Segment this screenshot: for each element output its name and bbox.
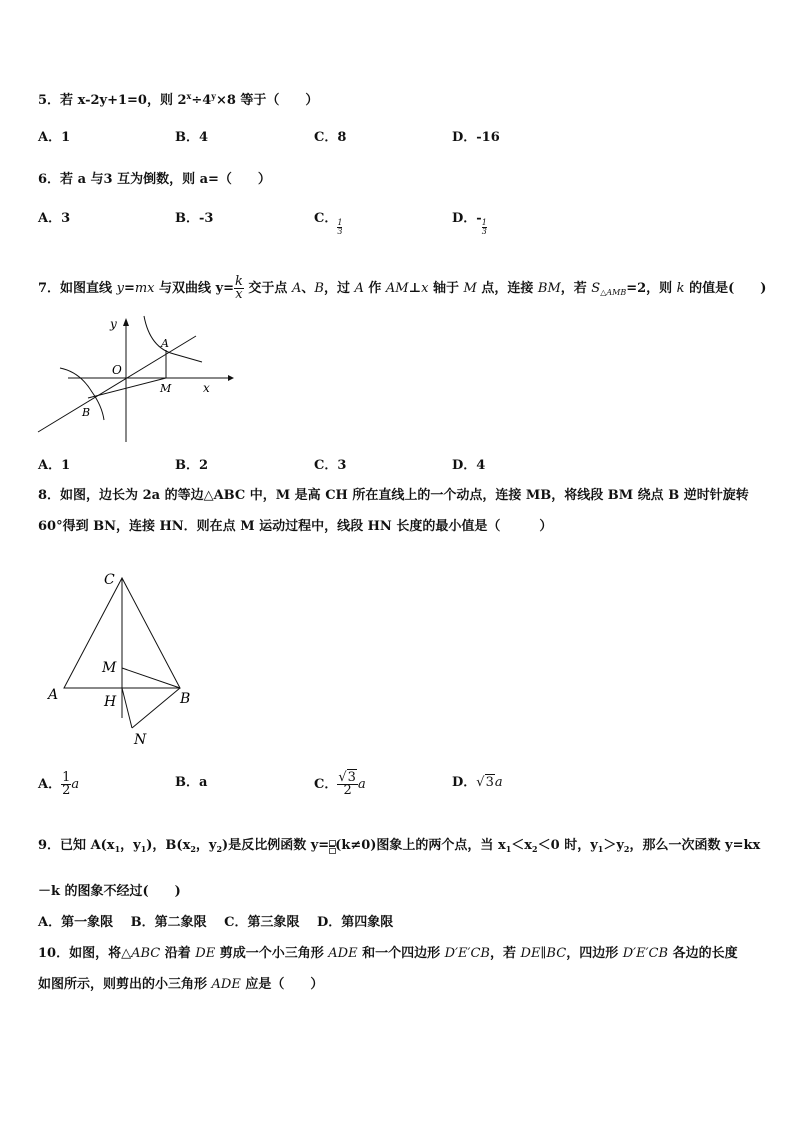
hyperbola-branch-1 xyxy=(144,316,202,362)
segment-hn xyxy=(122,688,132,728)
label-n: N xyxy=(134,732,147,748)
label-o: O xyxy=(112,363,122,377)
label-a: A xyxy=(48,687,59,703)
segment-bm xyxy=(88,378,166,398)
sqrt-3: √3 xyxy=(476,775,494,790)
question-9-stem-line-2: －k 的图象不经过( ) xyxy=(38,884,181,899)
q7-option-d[interactable]: D．4 xyxy=(452,458,486,473)
question-7-stem: 7．如图直线 y=mx 与双曲线 y= $\frac{k}{x}$ 交于点 A、B，过 A 作 AM⊥x 轴于 M 点，连接 BM，若 $S_{\triangle AMB}=2$，则 k 的值是( ) xyxy=(38,274,767,302)
question-10-stem-line-2: 如图所示，则剪出的小三角形 ADE 应是（ ） xyxy=(38,977,324,992)
q5-option-b[interactable]: B．4 xyxy=(175,130,209,145)
q6-option-d[interactable]: D．- $\frac{1}{3}$ xyxy=(452,211,487,236)
question-6-stem: 6．若 a 与3 互为倒数，则 a=（ ） xyxy=(38,172,271,187)
label-b: B xyxy=(82,406,91,419)
q7-option-a[interactable]: A．1 xyxy=(38,458,71,473)
label-m: M xyxy=(102,660,117,676)
q7-option-b[interactable]: B．2 xyxy=(175,458,209,473)
label-m: M xyxy=(160,382,172,395)
label-y: y xyxy=(110,317,117,331)
line-y-mx xyxy=(38,336,196,432)
question-10-stem-line-1: 10．如图，将△ABC 沿着 DE 剪成一个小三角形 ADE 和一个四边形 D′E′CB，若 DE∥BC，四边形 D′E′CB 各边的长度 xyxy=(38,946,738,961)
label-x: x xyxy=(203,381,210,395)
label-c: C xyxy=(104,572,115,588)
q8-option-b[interactable]: B．a xyxy=(175,775,208,790)
fraction-k-over-x: $\frac{k}{x}$ xyxy=(235,274,243,302)
q6-option-b[interactable]: B．-3 xyxy=(175,211,214,226)
label-h: H xyxy=(104,694,117,710)
q6-option-a[interactable]: A．3 xyxy=(38,211,71,226)
question-8-stem-line-1: 8．如图，边长为 2a 的等边△ABC 中，M 是高 CH 所在直线上的一个动点，连接 MB，将线段 BM 绕点 B 逆时针旋转 xyxy=(38,488,749,503)
question-5-stem: 5．若 x-2y+1=0，则 $2^x\div 4^y\times 8$ 等于（ ） xyxy=(38,91,319,108)
q7-option-c[interactable]: C．3 xyxy=(314,458,347,473)
q8-option-a[interactable]: A． $\frac{1}{2}$ a xyxy=(38,770,80,798)
q7-figure xyxy=(36,310,236,450)
missing-fraction-icon xyxy=(329,839,335,853)
label-a: A xyxy=(161,337,169,350)
q9-options[interactable]: A．第一象限 B．第二象限 C．第三象限 D．第四象限 xyxy=(38,915,394,930)
question-8-stem-line-2: 60°得到 BN，连接 HN．则在点 M 运动过程中，线段 HN 长度的最小值是（ ） xyxy=(38,519,553,534)
y-axis-arrow xyxy=(123,318,129,326)
fraction-one-half: $\frac{1}{2}$ xyxy=(62,770,71,798)
label-b: B xyxy=(180,691,191,707)
fraction-sqrt3-over-2: $\frac{√3}{2}$ xyxy=(338,770,356,798)
question-9-stem-line-1: 9．已知 $A(x_1$，$y_1$)，$B(x_2$，$y_2$)是反比例函数 y= (k≠0)图象上的两个点，当 $x_1<x_2<0$ 时，$y_1>y_2$，那么一次函数 y=kx xyxy=(38,838,761,854)
q8-figure xyxy=(40,566,210,756)
q6-option-c[interactable]: C． $\frac{1}{3}$ xyxy=(314,211,343,236)
x-axis-arrow xyxy=(228,375,234,381)
q5-option-a[interactable]: A．1 xyxy=(38,130,71,145)
fraction-one-third: $\frac{1}{3}$ xyxy=(337,218,343,236)
segment-bn xyxy=(132,688,180,728)
fraction-one-third: $\frac{1}{3}$ xyxy=(481,218,487,236)
q8-option-d[interactable]: D．√3a xyxy=(452,775,503,790)
q5-option-c[interactable]: C．8 xyxy=(314,130,347,145)
q8-option-c[interactable]: C． $\frac{√3}{2}$ a xyxy=(314,770,366,798)
q5-option-d[interactable]: D．-16 xyxy=(452,130,500,145)
